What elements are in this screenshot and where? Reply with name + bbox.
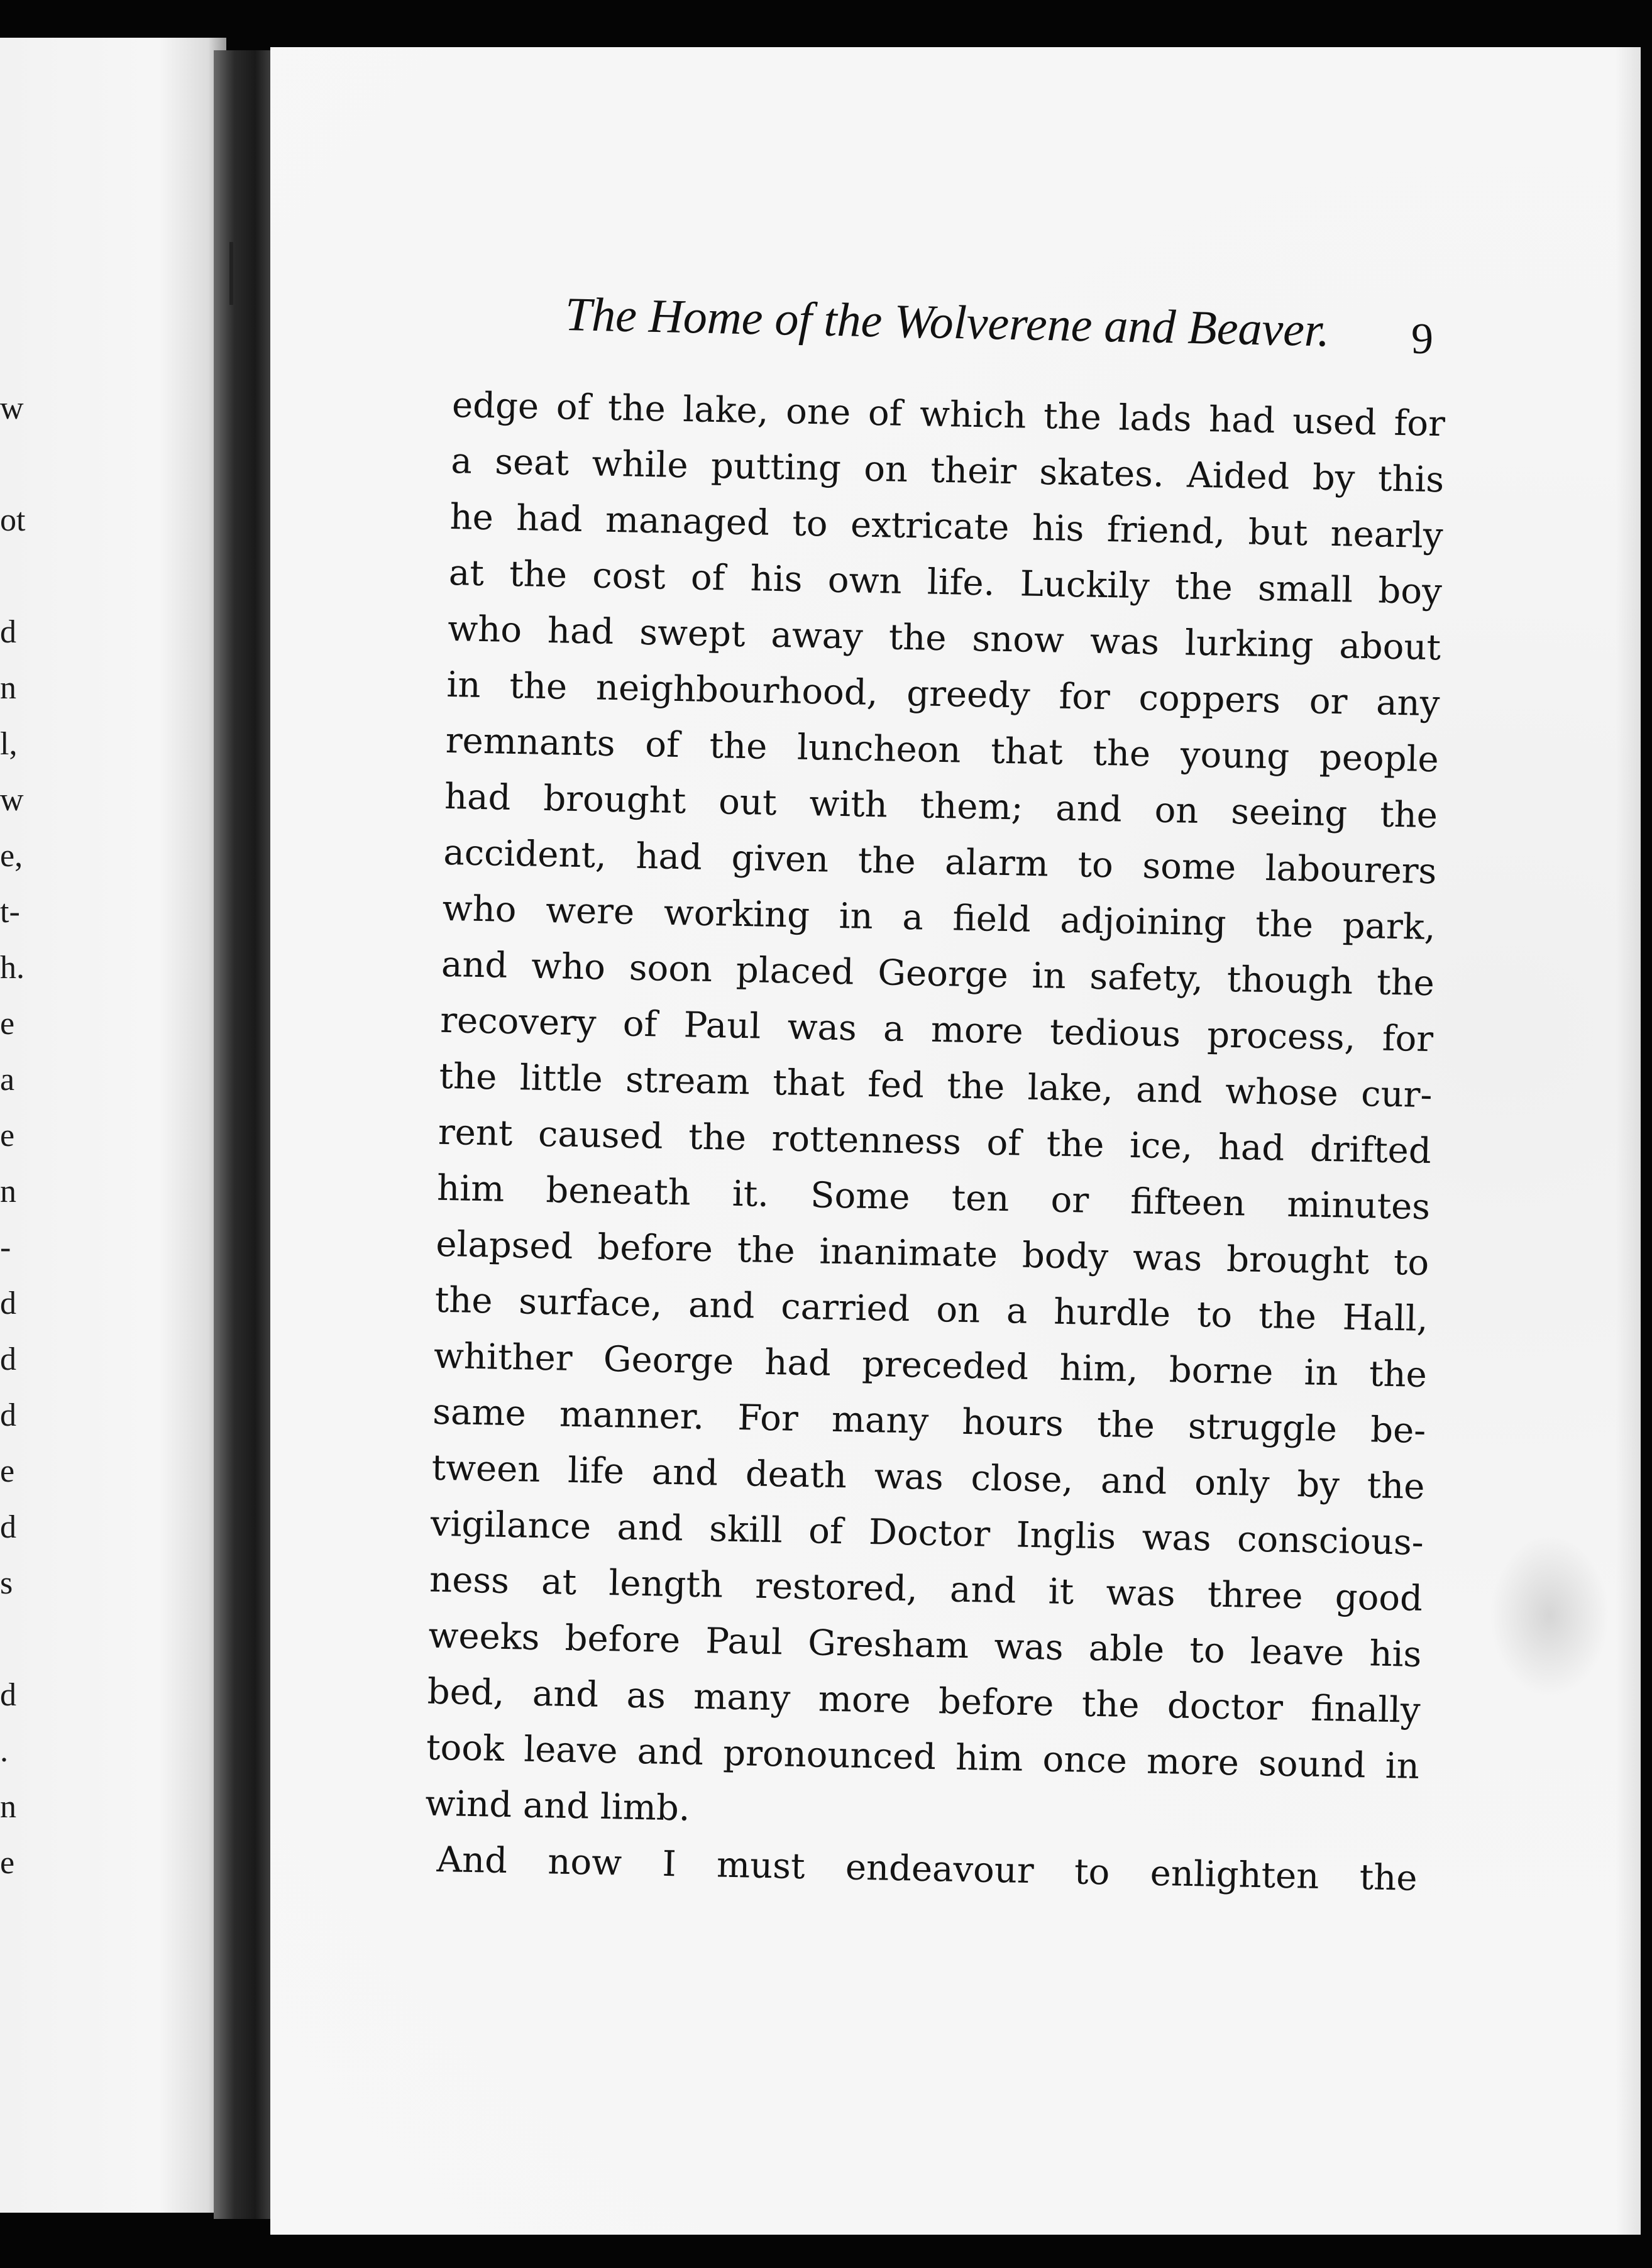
text-line-paragraph-start: And now I must endeavour to enlighten the: [436, 1839, 1418, 1899]
text-line: ness at length restored, and it was three good: [429, 1559, 1423, 1619]
margin-fragment: e: [0, 1453, 15, 1489]
text-line: accident, had given the alarm to some labourers: [443, 832, 1437, 893]
left-page-margin-fragments: [0, 380, 25, 1891]
text-line: he had managed to extricate his friend, but nearly: [449, 496, 1444, 557]
text-line: vigilance and skill of Doctor Inglis was conscious-: [430, 1503, 1424, 1563]
margin-fragment: t-: [0, 894, 20, 930]
text-line: who had swept away the snow was lurking about: [447, 608, 1441, 669]
text-line: who were working in a field adjoining the park,: [442, 888, 1436, 949]
text-line: edge of the lake, one of which the lads had used for: [451, 384, 1446, 445]
text-line: elapsed before the inanimate body was brought to: [435, 1223, 1429, 1284]
text-line: him beneath it. Some ten or fifteen minutes: [436, 1167, 1431, 1228]
margin-fragment: [0, 436, 25, 492]
margin-fragment: d: [0, 1341, 16, 1377]
text-line: wind and limb.: [424, 1783, 691, 1829]
body-text: [424, 377, 1446, 1907]
margin-fragment: w: [0, 782, 24, 818]
margin-fragment: d: [0, 1509, 16, 1545]
margin-fragment: n: [0, 1174, 16, 1209]
left-page: [0, 38, 226, 2213]
margin-fragment: a: [0, 1062, 15, 1098]
margin-fragment: [0, 1611, 25, 1667]
margin-fragment: -: [0, 1230, 11, 1265]
text-line: bed, and as many more before the doctor finally: [427, 1671, 1421, 1731]
margin-fragment: .: [0, 1733, 8, 1769]
text-line: remnants of the luncheon that the young people: [445, 720, 1440, 781]
gutter-mark: [229, 242, 233, 305]
text-line: at the cost of his own life. Luckily the small boy: [448, 552, 1443, 613]
margin-fragment: e: [0, 1118, 15, 1153]
margin-fragment: d: [0, 614, 16, 650]
text-line: same manner. For many hours the struggle be-: [432, 1391, 1426, 1452]
text-line: tween life and death was close, and only by the: [431, 1447, 1426, 1508]
page-smudge: [1490, 1534, 1609, 1697]
margin-fragment: h.: [0, 950, 25, 986]
margin-fragment: s: [0, 1565, 13, 1601]
margin-fragment: n: [0, 1789, 16, 1825]
page-edge-shadow: [1616, 47, 1641, 2235]
text-line: weeks before Paul Gresham was able to leave his: [427, 1615, 1422, 1675]
margin-fragment: d: [0, 1677, 16, 1713]
text-line: whither George had preceded him, borne in the: [433, 1335, 1428, 1396]
margin-fragment: d: [0, 1397, 16, 1433]
margin-fragment: ot: [0, 502, 26, 538]
margin-fragment: e: [0, 1845, 15, 1881]
text-line: in the neighbourhood, greedy for coppers or any: [446, 664, 1440, 725]
text-line: a seat while putting on their skates. Aided by this: [450, 440, 1445, 501]
margin-fragment: n: [0, 670, 16, 706]
page-number: 9: [1411, 315, 1433, 363]
text-line: the surface, and carried on a hurdle to the Hall,: [434, 1279, 1429, 1340]
text-line: recovery of Paul was a more tedious process, for: [439, 999, 1434, 1060]
margin-fragment: d: [0, 1285, 16, 1321]
text-line: took leave and pronounced him once more sound in: [426, 1727, 1420, 1787]
margin-fragment: e: [0, 1006, 15, 1042]
running-head: The Home of the Wolverene and Beaver.: [564, 287, 1331, 357]
text-line: had brought out with them; and on seeing the: [444, 776, 1438, 837]
margin-fragment: [0, 548, 25, 604]
text-line: and who soon placed George in safety, though the: [441, 944, 1435, 1005]
margin-fragment: l,: [0, 726, 18, 762]
text-line: rent caused the rottenness of the ice, had drifted: [438, 1111, 1432, 1172]
margin-fragment: w: [0, 390, 24, 426]
text-line: the little stream that fed the lake, and whose cur-: [439, 1055, 1433, 1116]
margin-fragment: e,: [0, 838, 23, 874]
